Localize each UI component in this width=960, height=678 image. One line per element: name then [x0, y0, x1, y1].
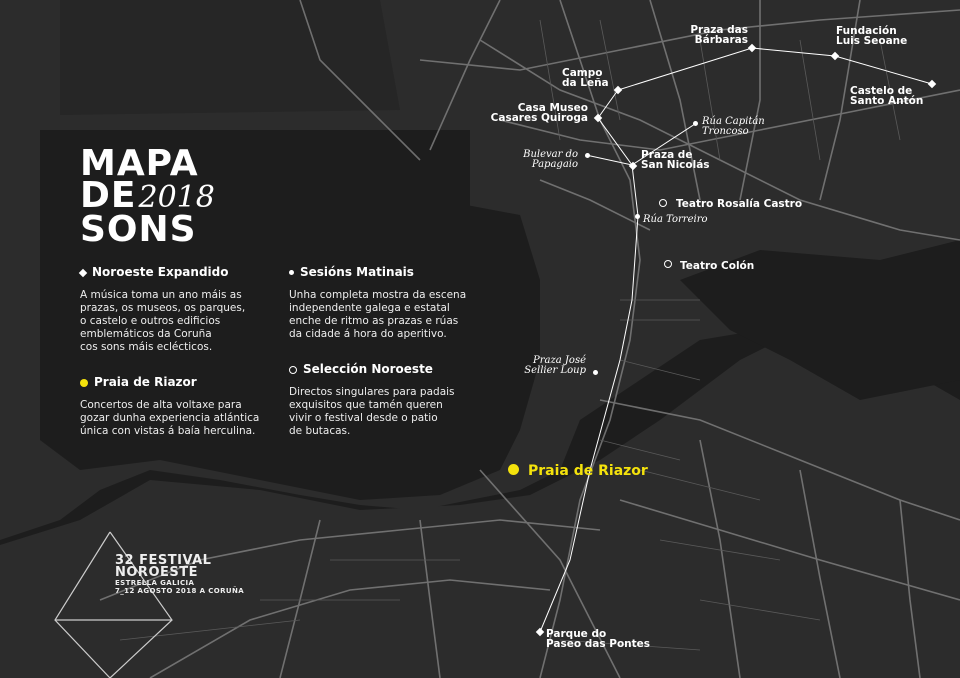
legend-noroeste-expandido [80, 266, 280, 354]
legend-text: Unha completa mostra da escena independente galega e estatal enche de ritmo as prazas e rúas da cidade á hora do aperitivo. [289, 289, 467, 340]
label-parque-paseo: Parque do Paseo das Pontes [546, 628, 651, 650]
label-rua-torreiro: Rúa Torreiro [643, 214, 708, 225]
map-title [80, 143, 215, 250]
legend-text: A música toma un ano máis as prazas, os museos, os parques, o castelo e outros edificios emblemáticos da Coruña cos sons máis eclécticos. [80, 289, 246, 353]
label-praza-barbaras: Praza das Bárbaras [690, 24, 748, 46]
label-fundacion-seoane: Fundación Luis Seoane [836, 25, 908, 47]
festival-line-4: 7_12 AGOSTO 2018 A CORUÑA [115, 587, 245, 595]
label-bulevar: Bulevar do Papagaio [523, 149, 578, 170]
title-year: 2018 [138, 180, 215, 215]
circle-icon [289, 366, 297, 374]
panel-upper [60, 0, 400, 115]
legend-title: Sesións Matinais [300, 265, 414, 279]
legend-seleccion-noroeste [289, 363, 489, 438]
marker-praia-riazor-icon [508, 464, 519, 475]
marker-rua-torreiro-icon [635, 214, 640, 219]
label-praza-jose: Praza José Sellier Loup [524, 355, 586, 376]
legend-praia-de-riazor [80, 376, 280, 438]
marker-teatro-rosalia-icon [659, 199, 667, 207]
legend-text: Concertos de alta voltaxe para gozar dunha experiencia atlántica única con vistas á baía herculina. [80, 399, 260, 437]
marker-praza-jose-icon [593, 370, 598, 375]
label-teatro-colon: Teatro Colón [680, 260, 755, 272]
festival-line-1: 32 FESTIVAL [115, 553, 212, 568]
label-castelo-anton: Castelo de Santo Antón [850, 85, 924, 107]
diamond-icon [79, 268, 87, 276]
festival-line-3: ESTRELLA GALICIA [115, 579, 195, 587]
marker-rua-capitan-icon [693, 121, 698, 126]
legend-title: Praia de Riazor [94, 375, 197, 389]
title-de: DE [80, 175, 137, 216]
title-line-3: SONS [80, 209, 197, 250]
label-rua-capitan: Rúa Capitán Troncoso [702, 116, 765, 137]
marker-teatro-colon-icon [664, 260, 672, 268]
marker-bulevar-icon [585, 153, 590, 158]
legend-text: Directos singulares para padais exquisitos que tamén queren vivir o festival desde o patio de butacas. [289, 386, 455, 437]
title-line-1: MAPA [80, 143, 199, 184]
label-campo-lena: Campo da Leña [562, 67, 609, 89]
label-praza-san-nicolas: Praza de San Nicolás [641, 149, 710, 171]
label-praia-riazor: Praia de Riazor [528, 463, 648, 479]
label-casa-museo: Casa Museo Casares Quiroga [490, 102, 588, 124]
festival-line-2: NOROESTE [115, 565, 198, 580]
dot-icon [289, 270, 294, 275]
legend-title: Noroeste Expandido [92, 265, 229, 279]
yellow-dot-icon [80, 379, 88, 387]
legend-title: Selección Noroeste [303, 362, 433, 376]
legend-sesions-matinais [289, 266, 489, 341]
label-teatro-rosalia: Teatro Rosalía Castro [676, 198, 803, 210]
festival-logo [115, 555, 244, 595]
